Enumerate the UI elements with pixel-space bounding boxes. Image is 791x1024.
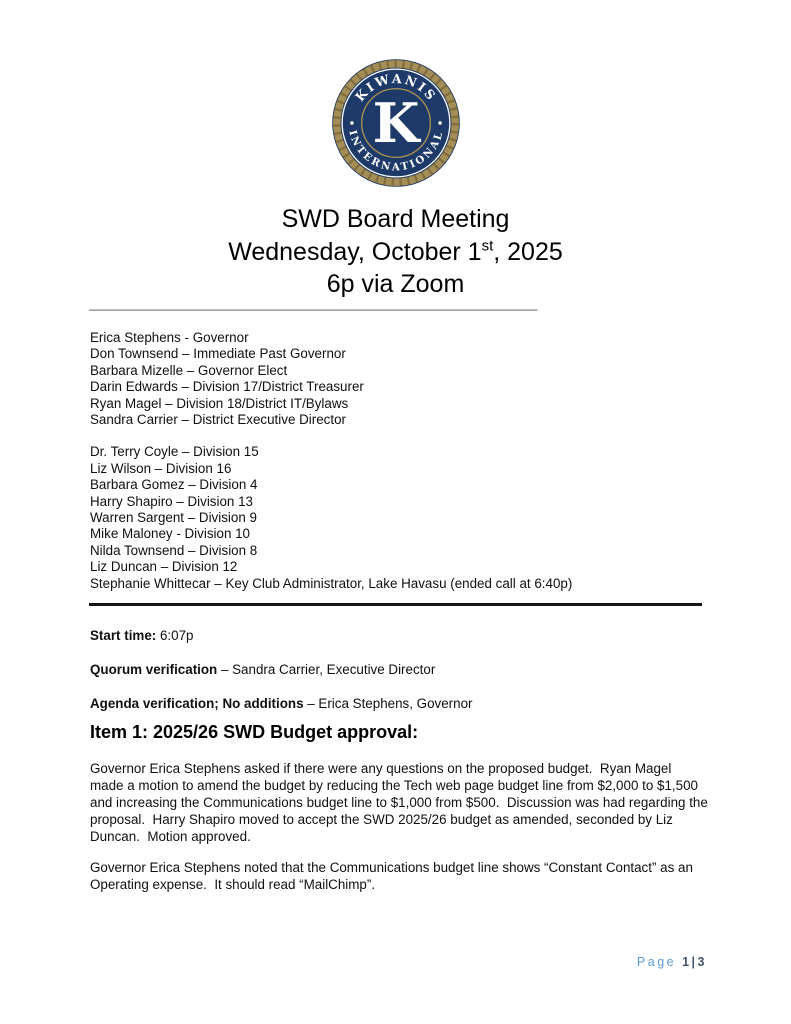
attendee: Erica Stephens - Governor (90, 330, 249, 345)
attendee: Don Townsend – Immediate Past Governor (90, 346, 346, 362)
attendee: Nilda Townsend – Division 8 (90, 542, 258, 558)
attendee: Sandra Carrier – District Executive Director (90, 412, 346, 428)
title-line-2: Wednesday, October 1st, 2025 (228, 237, 563, 266)
agenda-verification-label: Agenda verification; No additions (90, 696, 304, 711)
meeting-info (90, 628, 706, 730)
separator-dot-left (350, 121, 354, 125)
ordinal-superscript: st (481, 237, 494, 255)
section-divider-rule (89, 603, 702, 606)
title-line-1: SWD Board Meeting (281, 205, 510, 233)
item1-paragraph-1: Governor Erica Stephens asked if there were any questions on the proposed budget. Ryan Magel made a motion to amend the budget by reducing the Tech web page budget line from $2,000 to $1,500 and increasing the Communications budget line to $1,000 from $500. Discussion was had regarding the proposal. Harry Shapiro moved to accept the SWD 2025/26 budget as amended, seconded by Liz Duncan. Motion approved. (90, 761, 712, 844)
attendee: Harry Shapiro – Division 13 (90, 493, 253, 509)
kiwanis-international-logo (331, 58, 461, 188)
page-footer (613, 941, 707, 983)
page-word: Page (636, 955, 677, 969)
attendee: Liz Wilson – Division 16 (90, 460, 232, 476)
attendee: Liz Duncan – Division 12 (90, 559, 238, 575)
agenda-verification-line: Agenda verification; No additions – Erica Stephens, Governor (90, 696, 473, 711)
quorum-verification-label: Quorum verification (90, 662, 218, 677)
item1-heading: Item 1: 2025/26 SWD Budget approval: (90, 722, 419, 742)
seal-top-text: KIWANIS (352, 70, 440, 105)
quorum-verification-line: Quorum verification – Sandra Carrier, Executive Director (90, 662, 436, 677)
attendee: Darin Edwards – Division 17/District Treasurer (90, 379, 364, 395)
start-time-line: Start time: 6:07p (90, 628, 194, 643)
separator-dot-right (438, 121, 442, 125)
item1-paragraph-2: Governor Erica Stephens noted that the Communications budget line shows “Constant Contact” as an Operating expense. It should read “MailChimp”. (90, 860, 697, 892)
seal-bottom-text: INTERNATIONAL (346, 128, 446, 174)
attendee: Warren Sargent – Division 9 (90, 510, 257, 526)
start-time-label: Start time: (90, 628, 157, 643)
attendee: Barbara Mizelle – Governor Elect (90, 362, 288, 378)
title-line-3: 6p via Zoom (326, 270, 465, 298)
attendee-group-board (90, 444, 706, 592)
attendee: Stephanie Whittecar – Key Club Administrator, Lake Havasu (ended call at 6:40p) (90, 575, 573, 591)
attendee-list (90, 330, 706, 592)
attendee: Barbara Gomez – Division 4 (90, 477, 258, 493)
document-title (0, 203, 791, 301)
page-numbers: 1|3 (676, 955, 707, 969)
underscore-divider: ______________________________________________________________ (89, 296, 538, 311)
attendee: Dr. Terry Coyle – Division 15 (90, 444, 259, 460)
attendee: Ryan Magel – Division 18/District IT/Bylaws (90, 395, 349, 411)
k-monogram: K (372, 91, 420, 155)
attendee-group-officers (90, 330, 706, 428)
attendee: Mike Maloney - Division 10 (90, 526, 251, 542)
